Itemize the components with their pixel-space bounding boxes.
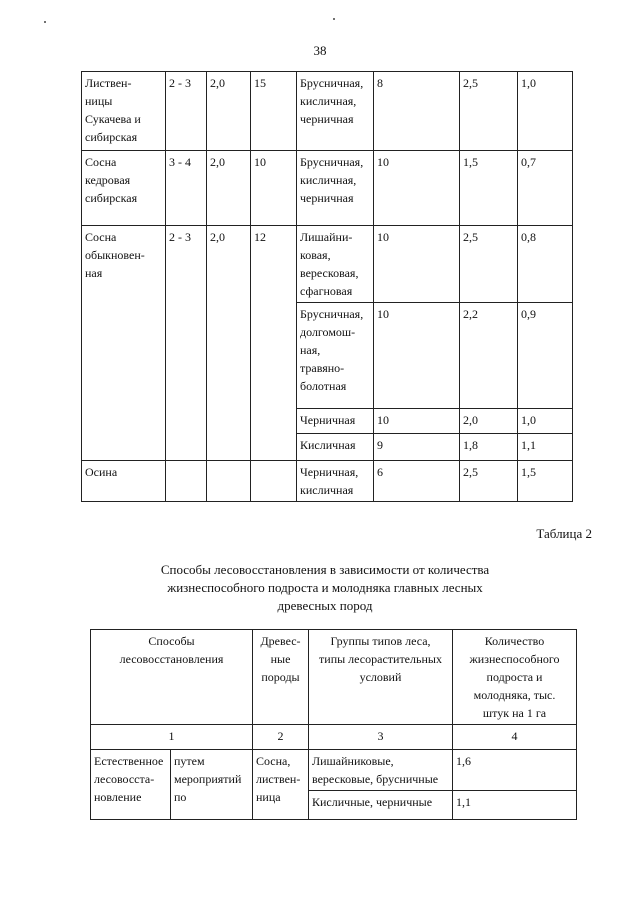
value-cell: 1,0 (518, 409, 573, 434)
value-cell (207, 461, 251, 502)
column-number-cell: 4 (453, 725, 577, 750)
value-cell: 0,7 (518, 151, 573, 226)
value-cell: 10 (374, 303, 460, 409)
forest-restoration-table-2 (90, 629, 577, 820)
species-cell: Листвен- ницы Сукачева и сибирская (82, 72, 166, 151)
value-cell: 15 (251, 72, 297, 151)
method-cell: Естественное лесовосста- новление (91, 750, 171, 820)
value-cell (166, 461, 207, 502)
page-number: 38 (313, 43, 327, 58)
value-cell: 1,0 (518, 72, 573, 151)
species-cell: Осина (82, 461, 166, 502)
value-cell: 2,5 (460, 461, 518, 502)
table-row (82, 461, 573, 502)
table-row (82, 151, 573, 226)
value-cell: 10 (251, 151, 297, 226)
value-cell: 0,8 (518, 226, 573, 303)
column-number-cell: 3 (309, 725, 453, 750)
count-cell: 1,1 (453, 791, 577, 820)
column-number-cell: 1 (91, 725, 253, 750)
value-cell: 3 - 4 (166, 151, 207, 226)
forest-group-cell: Лишайниковые, вересковые, брусничные (309, 750, 453, 791)
column-number-row (91, 725, 577, 750)
value-cell: 2,0 (207, 151, 251, 226)
method-cell: путем мероприятий по (171, 750, 253, 820)
value-cell: 1,8 (460, 434, 518, 461)
scan-artifact (333, 18, 335, 20)
value-cell: 10 (374, 409, 460, 434)
value-cell: 2,0 (460, 409, 518, 434)
scan-artifact (44, 21, 46, 23)
value-cell: 12 (251, 226, 297, 461)
header-cell: Способы лесовосстановления (91, 630, 253, 725)
forest-type-cell: Брусничная, долгомош- ная, травяно- болотная (297, 303, 374, 409)
value-cell: 2 - 3 (166, 72, 207, 151)
value-cell: 2,0 (207, 72, 251, 151)
value-cell: 10 (374, 226, 460, 303)
forest-restoration-table-1 (81, 71, 573, 502)
species-cell: Сосна, листвен- ница (253, 750, 309, 820)
forest-group-cell: Кисличные, черничные (309, 791, 453, 820)
table-row (82, 72, 573, 151)
header-cell: Древес- ные породы (253, 630, 309, 725)
value-cell: 2 - 3 (166, 226, 207, 461)
value-cell: 6 (374, 461, 460, 502)
value-cell: 8 (374, 72, 460, 151)
value-cell: 2,0 (207, 226, 251, 461)
header-cell: Количество жизнеспособного подроста и молодняка, тыс. штук на 1 га (453, 630, 577, 725)
forest-type-cell: Брусничная, кисличная, черничная (297, 151, 374, 226)
header-row (91, 630, 577, 725)
value-cell (251, 461, 297, 502)
species-cell: Сосна кедровая сибирская (82, 151, 166, 226)
forest-type-cell: Черничная (297, 409, 374, 434)
table-title: Способы лесовосстановления в зависимости от количества жизнеспособного подроста и молодняка главных лесных древесных пород (160, 562, 490, 613)
table-row (91, 750, 577, 791)
value-cell: 2,2 (460, 303, 518, 409)
table-caption: Таблица 2 (536, 526, 592, 541)
value-cell: 2,5 (460, 226, 518, 303)
forest-type-cell: Лишайни- ковая, вересковая, сфагновая (297, 226, 374, 303)
species-cell: Сосна обыкновен- ная (82, 226, 166, 461)
value-cell: 9 (374, 434, 460, 461)
value-cell: 1,1 (518, 434, 573, 461)
count-cell: 1,6 (453, 750, 577, 791)
forest-type-cell: Брусничная, кисличная, черничная (297, 72, 374, 151)
forest-type-cell: Черничная, кисличная (297, 461, 374, 502)
table-row (82, 226, 573, 303)
header-cell: Группы типов леса, типы лесорастительных условий (309, 630, 453, 725)
forest-type-cell: Кисличная (297, 434, 374, 461)
value-cell: 0,9 (518, 303, 573, 409)
value-cell: 1,5 (518, 461, 573, 502)
value-cell: 1,5 (460, 151, 518, 226)
value-cell: 10 (374, 151, 460, 226)
value-cell: 2,5 (460, 72, 518, 151)
column-number-cell: 2 (253, 725, 309, 750)
